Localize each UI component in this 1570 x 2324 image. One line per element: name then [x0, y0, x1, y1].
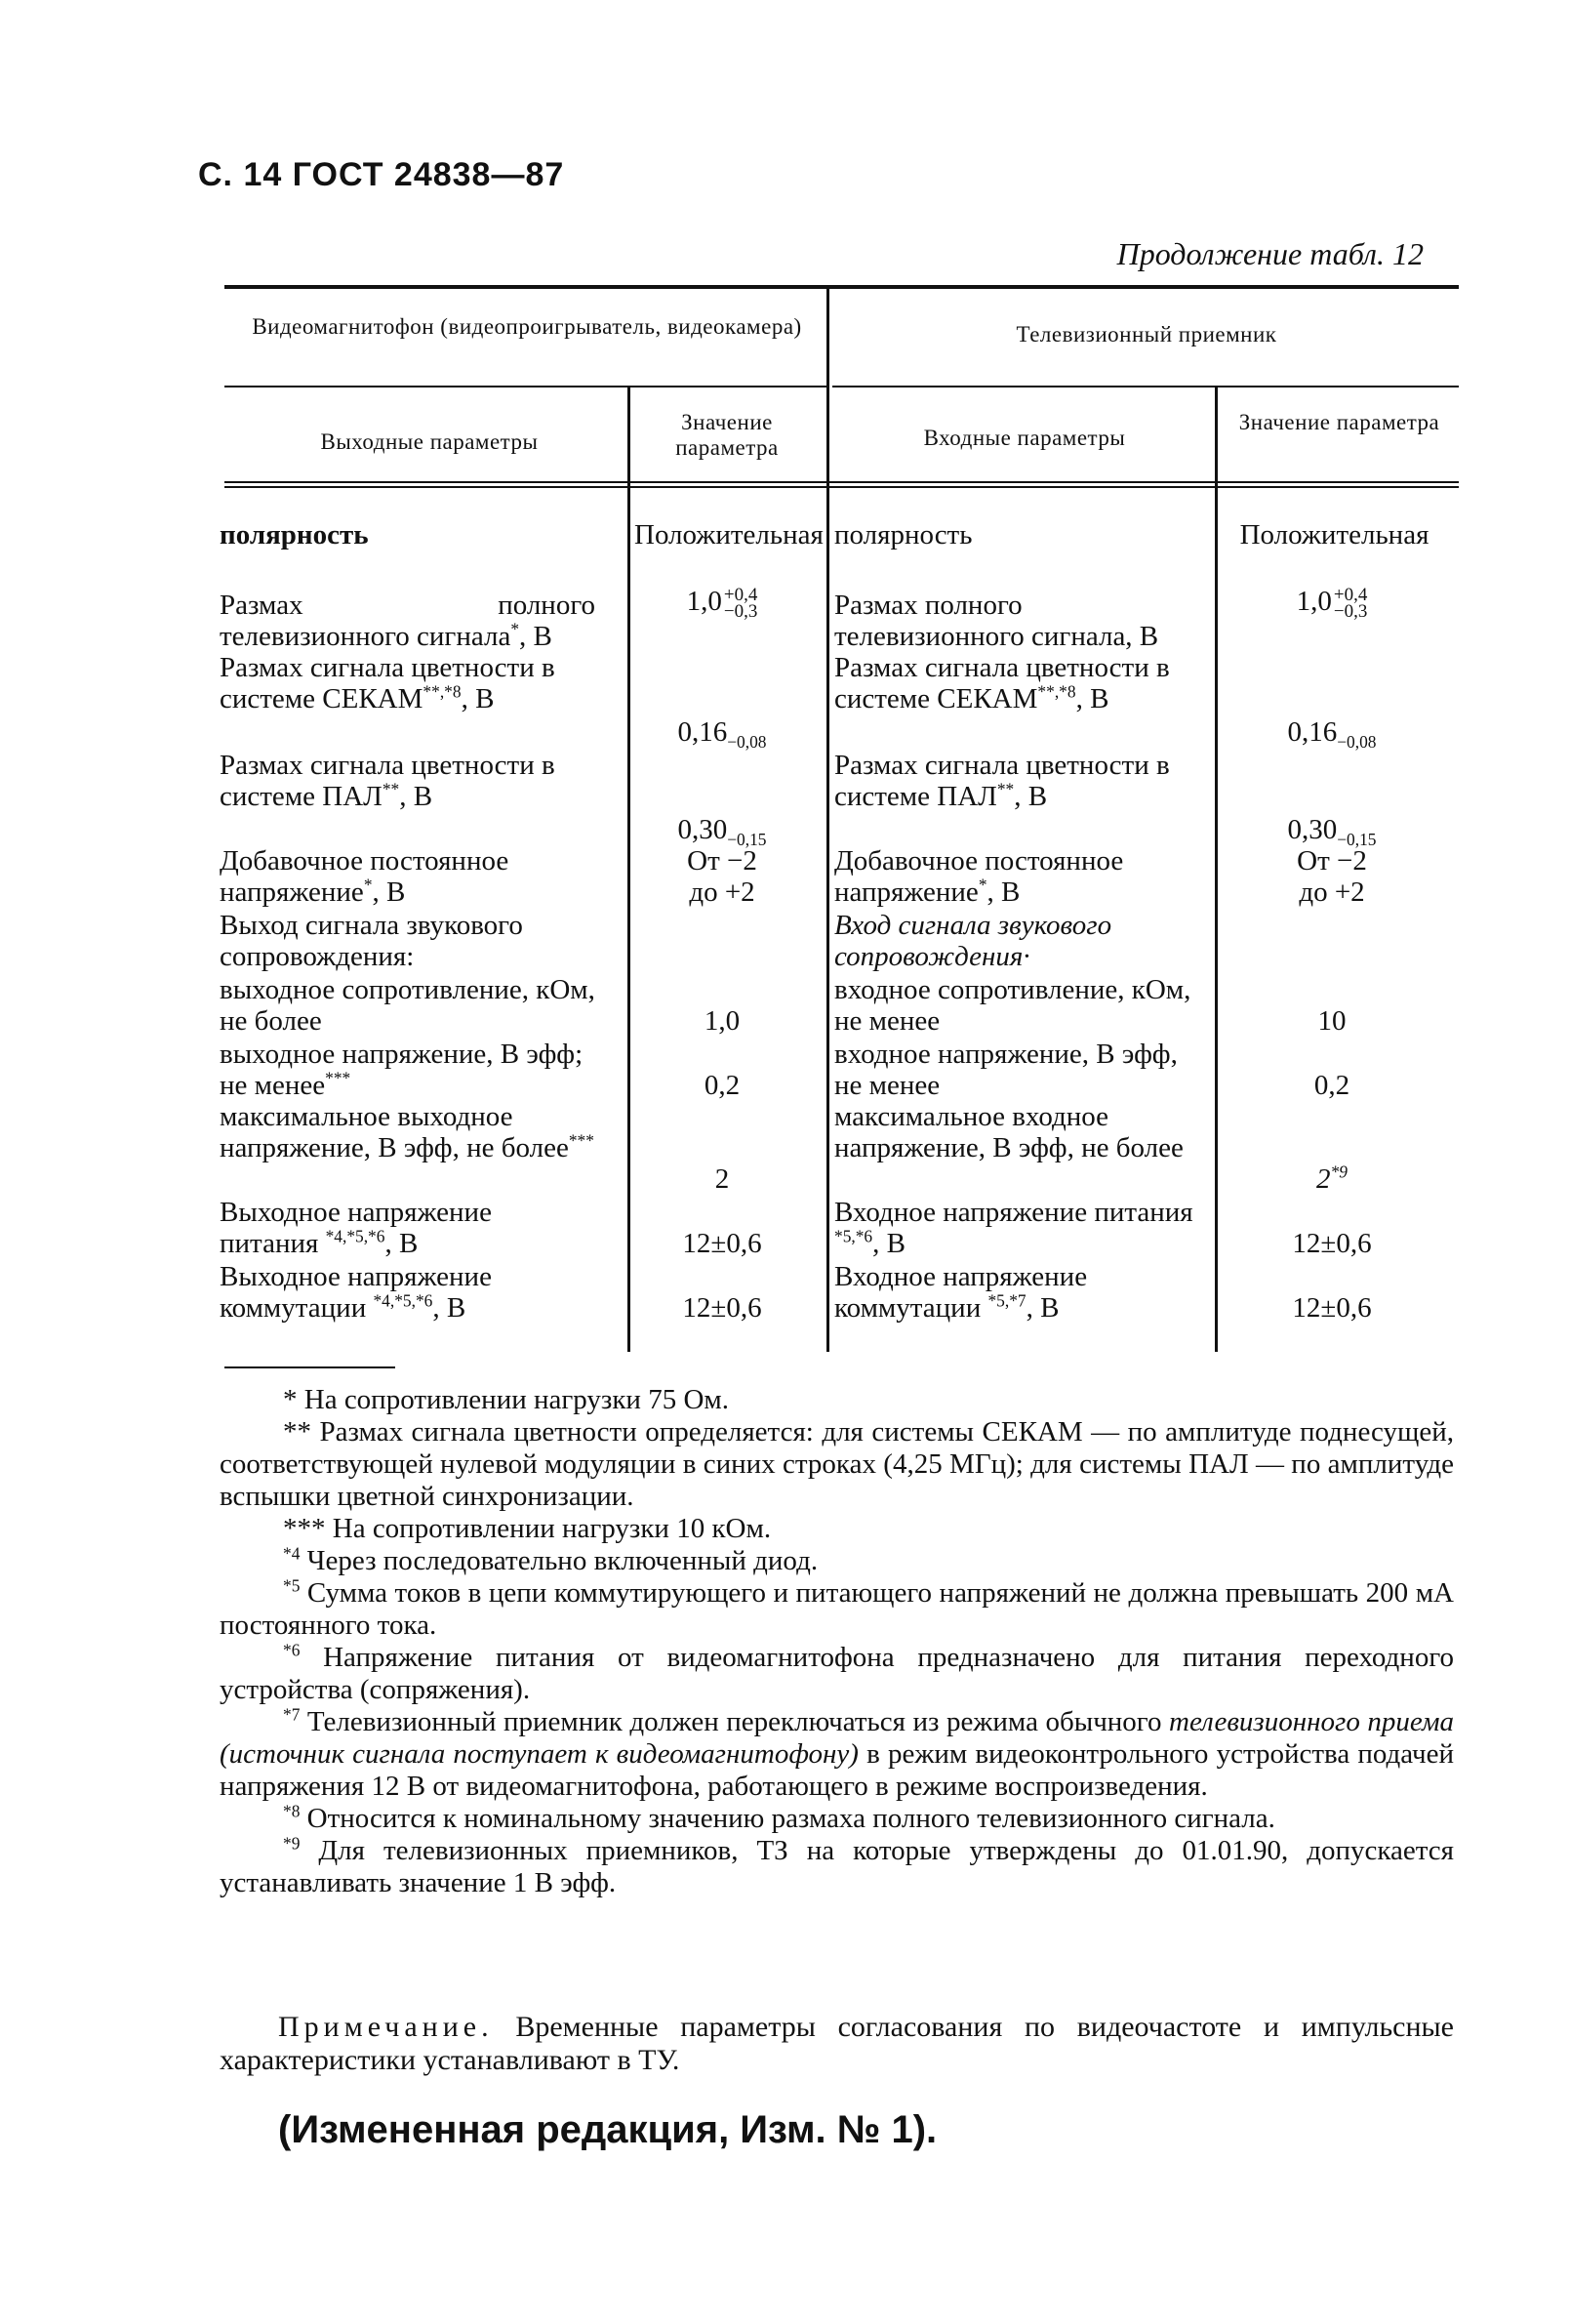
row-polarity-output-value: Положительная: [634, 519, 824, 550]
group-header-tv: Телевизионный приемник: [1016, 322, 1277, 347]
group-header-vcr: Видеомагнитофон (видеопроигрыватель, видеокамера): [252, 314, 802, 339]
row-max-voltage-input: максимальное входное напряжение, В эфф, не более: [834, 1101, 1184, 1163]
row-full-signal-input-value: 1,0 +0,4 −0,3: [1296, 585, 1368, 623]
row-switching-output: Выходное напряжение коммутации $^{*4,*5,*6}$, В: [220, 1261, 492, 1324]
row-supply-output: Выходное напряжение питания $^{*4,*5,*6}$, В: [220, 1197, 492, 1259]
row-full-signal-output: Размах полного телевизионного сигнала*, В: [220, 590, 595, 652]
row-secam-output-value: $0,16_{-0,08}$: [677, 716, 767, 752]
row-dc-voltage-output-value: От −2 до +2: [687, 845, 757, 908]
row-voltage-input: входное напряжение, В эфф, не менее: [834, 1039, 1178, 1101]
row-impedance-input-value: 10: [1317, 1005, 1347, 1037]
col-header-value-right: Значение параметра: [1238, 410, 1440, 434]
row-full-signal-output-value: 1,0 +0,4 −0,3: [686, 585, 758, 623]
row-secam-input-value: $0,16_{-0,08}$: [1287, 716, 1377, 752]
row-supply-output-value: 12±0,6: [682, 1228, 762, 1259]
footnote-8: $^{*8}$ Относится к номинальному значению размаха полного телевизионного сигнала.: [283, 1801, 1275, 1834]
footnote-2: ** Размах сигнала цветности определяется: для системы СЕКАМ — по амплитуде поднесущей, соответствующей нулевой модуляции в синих строках (4,25 МГц); для системы ПАЛ — по амплитуде вспышки цветной синхронизации.: [220, 1416, 1454, 1512]
row-max-voltage-output-value: 2: [714, 1163, 730, 1195]
table-note: Примечание. Временные параметры согласования по видеочастоте и импульсные характеристики устанавливают в ТУ.: [220, 2011, 1454, 2076]
amendment-note: (Измененная редакция, Изм. № 1).: [278, 2108, 938, 2151]
row-max-voltage-input-value: 2$^{*9}$: [1316, 1162, 1348, 1195]
row-impedance-output: выходное сопротивление, кОм, не более: [220, 974, 595, 1037]
row-pal-output-value: $0,30_{-0,15}$: [677, 814, 767, 849]
row-voltage-output: выходное напряжение, В эфф; не менее***: [220, 1039, 584, 1101]
row-pal-output: Размах сигнала цветности в системе ПАЛ**, В: [220, 750, 555, 812]
row-polarity-input: полярность: [834, 519, 973, 550]
row-dc-voltage-input: Добавочное постоянное напряжение*, В: [834, 845, 1124, 908]
table-top-rule: [224, 285, 1459, 289]
row-max-voltage-output: максимальное выходное напряжение, В эфф, не более***: [220, 1101, 594, 1163]
column-divider-1: [627, 387, 630, 1352]
footnote-7: $^{*7}$ Телевизионный приемник должен переключаться из режима обычного телевизионного приема (источник сигнала поступает к видеомагнитофону) в режим видеоконтрольного устройства подачей напряжения 12 В от видеомагнитофона, работающего в режиме воспроизведения.: [220, 1704, 1454, 1802]
row-pal-input-value: $0,30_{-0,15}$: [1287, 814, 1377, 849]
footnote-6: $^{*6}$ Напряжение питания от видеомагнитофона предназначено для питания переходного устройства (сопряжения).: [220, 1640, 1454, 1705]
row-polarity-output: полярность: [220, 519, 369, 550]
row-audio-input-heading: Вход сигнала звукового сопровождения·: [834, 910, 1112, 972]
row-supply-input: Входное напряжение питания $^{*5,*6}$, В: [834, 1197, 1193, 1259]
row-impedance-input: входное сопротивление, кОм, не менее: [834, 974, 1191, 1037]
footnote-1: * На сопротивлении нагрузки 75 Ом.: [283, 1384, 729, 1415]
header-bottom-rule-2: [224, 486, 1459, 488]
footnote-3: *** На сопротивлении нагрузки 10 кОм.: [283, 1513, 772, 1544]
row-full-signal-input: Размах полного телевизионного сигнала, В: [834, 590, 1159, 652]
table-continuation-label: Продолжение табл. 12: [1116, 236, 1424, 271]
footnote-9: $^{*9}$ Для телевизионных приемников, ТЗ на которые утверждены до 01.01.90, допускается устанавливать значение 1 В эфф.: [220, 1833, 1454, 1898]
header-bottom-rule: [224, 481, 1459, 483]
row-voltage-input-value: 0,2: [1313, 1070, 1350, 1101]
row-secam-input: Размах сигнала цветности в системе $СЕКАМ^{**,*8}$, В: [834, 652, 1170, 714]
footnotes: [220, 1384, 1454, 1899]
row-dc-voltage-output: Добавочное постоянное напряжение*, В: [220, 845, 509, 908]
row-secam-output: Размах сигнала цветности в системе $СЕКАМ^{**,*8}$, В: [220, 652, 555, 714]
group-header-rule-left: [224, 386, 826, 387]
row-dc-voltage-input-value: От −2 до +2: [1297, 845, 1367, 908]
row-audio-output-heading: Выход сигнала звукового сопровождения:: [220, 910, 523, 972]
col-header-value-left: Значение параметра: [675, 410, 779, 460]
row-polarity-input-value: Положительная: [1239, 519, 1429, 550]
row-voltage-output-value: 0,2: [704, 1070, 741, 1101]
row-pal-input: Размах сигнала цветности в системе ПАЛ**, В: [834, 750, 1170, 812]
row-switching-input: Входное напряжение коммутации $^{*5,*7}$, В: [834, 1261, 1088, 1324]
row-impedance-output-value: 1,0: [704, 1005, 741, 1037]
col-header-input-params: Входные параметры: [923, 426, 1126, 450]
col-header-output-params: Выходные параметры: [320, 429, 539, 454]
page-reference: С. 14 ГОСТ 24838—87: [198, 156, 565, 193]
footnote-5: $^{*5}$ Сумма токов в цепи коммутирующего и питающего напряжений не должна превышать 200 мА постоянного тока.: [220, 1575, 1454, 1641]
row-supply-input-value: 12±0,6: [1292, 1228, 1372, 1259]
row-switching-input-value: 12±0,6: [1292, 1292, 1372, 1324]
group-header-rule-right: [832, 386, 1459, 387]
footnote-4: $^{*4}$ Через последовательно включенный диод.: [283, 1543, 819, 1576]
row-switching-output-value: 12±0,6: [682, 1292, 762, 1324]
footnote-separator: [224, 1366, 395, 1368]
column-divider-center: [826, 289, 829, 1352]
